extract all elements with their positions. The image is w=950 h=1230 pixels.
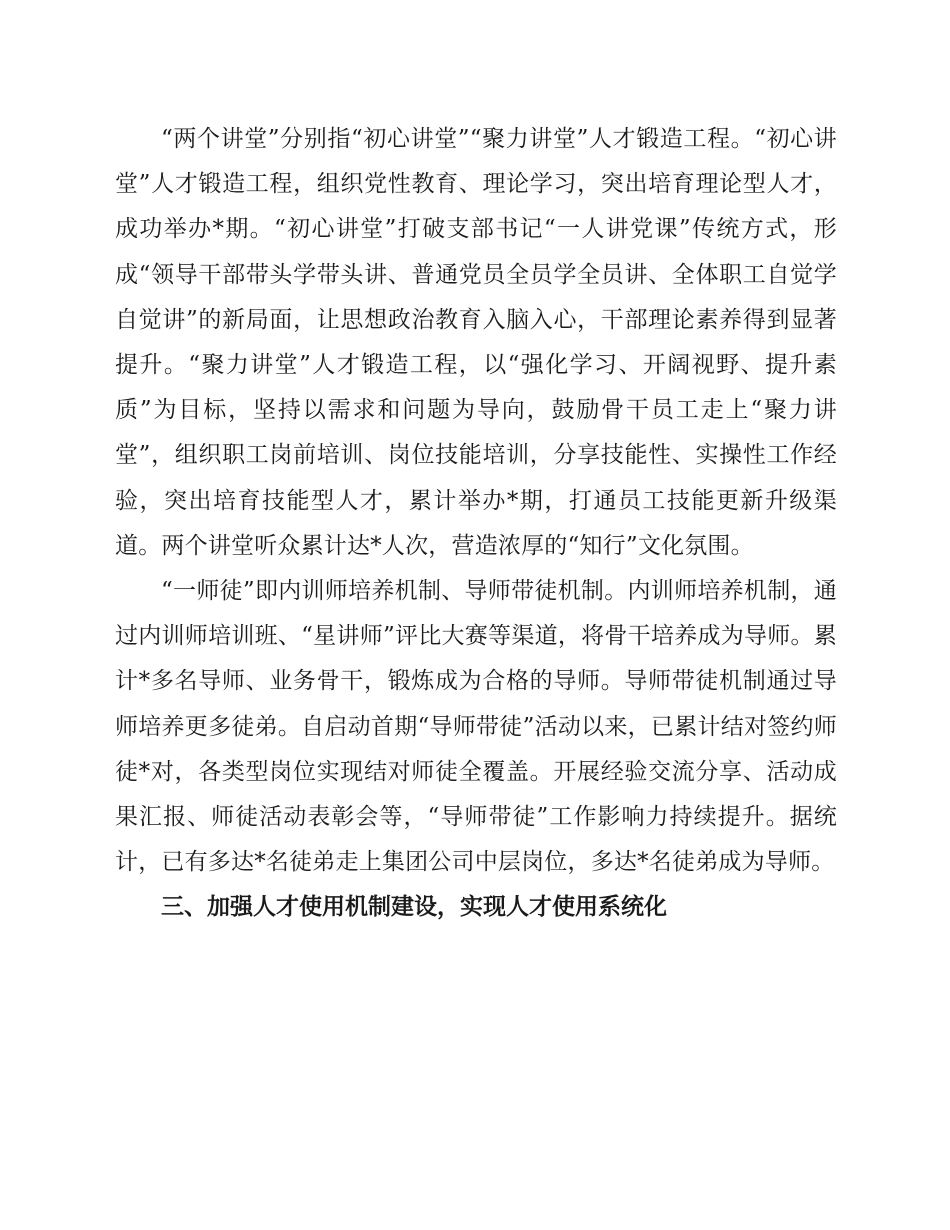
section-heading: 三、加强人才使用机制建设，实现人才使用系统化 (161, 894, 667, 921)
paragraph-two-lecture-halls: “两个讲堂”分别指“初心讲堂”“聚力讲堂”人才锻造工程。“初心讲堂”人才锻造工程，组织党性教育、理论学习，突出培育理论型人才，成功举办*期。“初心讲堂”打破支部书记“一人讲党课”传统方式，形成“领导干部带头学带头讲、普通党员全员学全员讲、全体职工自觉学自觉讲”的新局面，让思想政治教育入脑入心，干部理论素养得到显著提升。“聚力讲堂”人才锻造工程，以“强化学习、开阔视野、提升素质”为目标，坚持以需求和问题为导向，鼓励骨干员工走上“聚力讲堂”，组织职工岗前培训、岗位技能培训，分享技能性、实操性工作经验，突出培育技能型人才，累计举办*期，打通员工技能更新升级渠道。两个讲堂听众累计达*人次，营造浓厚的“知行”文化氛围。 (115, 126, 837, 559)
document-body (115, 117, 837, 931)
paragraph-mentor-apprentice: “一师徒”即内训师培养机制、导师带徒机制。内训师培养机制，通过内训师培训班、“星讲师”评比大赛等渠道，将骨干培养成为导师。累计*多名导师、业务骨干，锻炼成为合格的导师。导师带徒机制通过导师培养更多徒弟。自启动首期“导师带徒”活动以来，已累计结对签约师徒*对，各类型岗位实现结对师徒全覆盖。开展经验交流分享、活动成果汇报、师徒活动表彰会等，“导师带徒”工作影响力持续提升。据统计，已有多达*名徒弟走上集团公司中层岗位，多达*名徒弟成为导师。 (115, 578, 837, 876)
